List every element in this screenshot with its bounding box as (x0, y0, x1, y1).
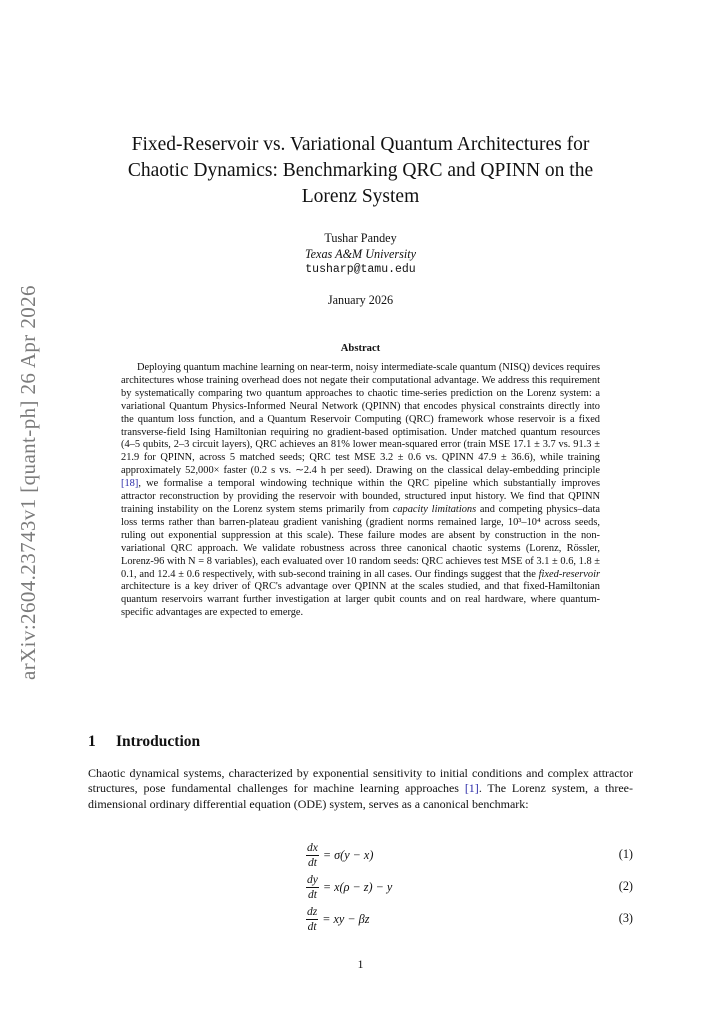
fraction-numerator: dx (307, 841, 318, 854)
abstract-emphasis: capacity limitations (392, 503, 477, 515)
author-block (90, 230, 631, 278)
intro-text: . The Lorenz system, a three-dimensional ordinary differential equation (ODE) system, serves as a canonical benchmark: (88, 781, 633, 811)
equation (306, 872, 392, 902)
publication-date: January 2026 (327, 293, 394, 307)
derivative-fraction (306, 874, 319, 901)
author-name: Tushar Pandey (324, 231, 397, 245)
abstract-text: , we formalise a temporal windowing technique within the QRC pipeline which substantially improves attractor reconstruction by providing the reservoir with bounded, structured input history. We find that QPINN training instability on the Lorenz system stems primarily from (121, 478, 600, 515)
equation-number: (3) (618, 911, 633, 925)
fraction-denominator: dt (307, 856, 317, 869)
fraction-numerator: dy (307, 873, 318, 886)
title-line: Lorenz System (301, 186, 420, 207)
fraction-denominator: dt (307, 888, 317, 901)
fraction-denominator: dt (307, 920, 317, 933)
equation-number: (2) (618, 879, 633, 893)
section-number: 1 (88, 733, 96, 750)
section-title: Introduction (116, 733, 201, 750)
abstract-emphasis: fixed-reservoir (538, 568, 600, 580)
page-number: 1 (357, 957, 364, 971)
citation-link[interactable]: [1] (464, 781, 479, 796)
derivative-fraction (306, 842, 319, 869)
author-affiliation: Texas A&M University (304, 247, 417, 261)
title-line: Fixed-Reservoir vs. Variational Quantum Architectures for (131, 134, 590, 155)
author-email[interactable]: tusharp@tamu.edu (305, 263, 416, 276)
abstract-text: architecture is a key driver of QRC's advantage over QPINN at the scales studied, and that fixed-Hamiltonian quantum reservoirs warrant further investigation at larger qubit counts and on real hardware, where quantum-specific advantages are expected to emerge. (121, 581, 600, 619)
intro-text-block (88, 766, 633, 812)
derivative-fraction (306, 906, 318, 933)
arxiv-identifier: arXiv:2604.23743v1 [quant-ph] 26 Apr 2026 (16, 285, 40, 680)
abstract-text: and competing physics–data loss terms rather than barren-plateau gradient vanishing (gradient norms remained large, 10³–10⁴ across seeds, ruling out exponential suppression at this scale). These failure modes are absent by construction in the non-variational QRC approach. We validate robustness across three canonical chaotic systems (Lorenz, Rössler, Lorenz-96 with N = 8 variables), each evaluated over 10 random seeds: QRC achieves test MSE of 3.1 ± 0.6, 1.8 ± 0.1, and 12.4 ± 0.6 respectively, with sub-second training in all cases. Our findings suggest that the (121, 503, 600, 580)
intro-text: Chaotic dynamical systems, characterized by exponential sensitivity to initial conditions and complex attractor structures, pose fundamental challenges for machine learning approaches (88, 766, 633, 796)
equation-row (88, 872, 633, 902)
section-heading (88, 733, 200, 751)
equation (306, 840, 373, 870)
equation-row (88, 904, 633, 934)
intro-paragraph (88, 766, 633, 812)
citation-link[interactable]: [18] (121, 478, 139, 490)
abstract-text: Deploying quantum machine learning on near-term, noisy intermediate-scale quantum (NISQ) devices requires architectures whose training overhead does not negate their computational advantage. We address this requirement by systematically comparing two quantum approaches to chaotic time-series prediction on the Lorenz system: a variational Quantum Physics-Informed Neural Network (QPINN) that encodes physical constraints directly into the quantum loss function, and a Quantum Reservoir Computing (QRC) framework whose reservoir is a fixed transverse-field Ising Hamiltonian requiring no gradient-based optimisation. Under matched quantum resources (4–5 qubits, 2–3 circuit layers), QRC achieves an 81% lower mean-squared error (train MSE 17.1 ± 3.7 vs. 91.3 ± 21.9 for QPINN, across 5 matched seeds; QRC test MSE 3.2 ± 0.6 vs. QPINN 47.9 ± 36.6), while training approximately 52,000× faster (0.2 s vs. ∼2.4 h per seed). Drawing on the classical delay-embedding principle (121, 362, 600, 477)
title-line: Chaotic Dynamics: Benchmarking QRC and QPINN on the (127, 160, 594, 181)
abstract-paragraph (121, 362, 600, 620)
equation-rhs: = xy − βz (322, 911, 370, 926)
fraction-numerator: dz (307, 905, 318, 918)
equation (306, 904, 369, 934)
equation-rhs: = x(ρ − z) − y (322, 879, 393, 894)
abstract-heading: Abstract (340, 343, 381, 354)
equation-row (88, 840, 633, 870)
paper-title (90, 132, 631, 210)
equation-rhs: = σ(y − x) (322, 847, 374, 862)
abstract-body (121, 362, 600, 620)
equation-number: (1) (618, 847, 633, 861)
